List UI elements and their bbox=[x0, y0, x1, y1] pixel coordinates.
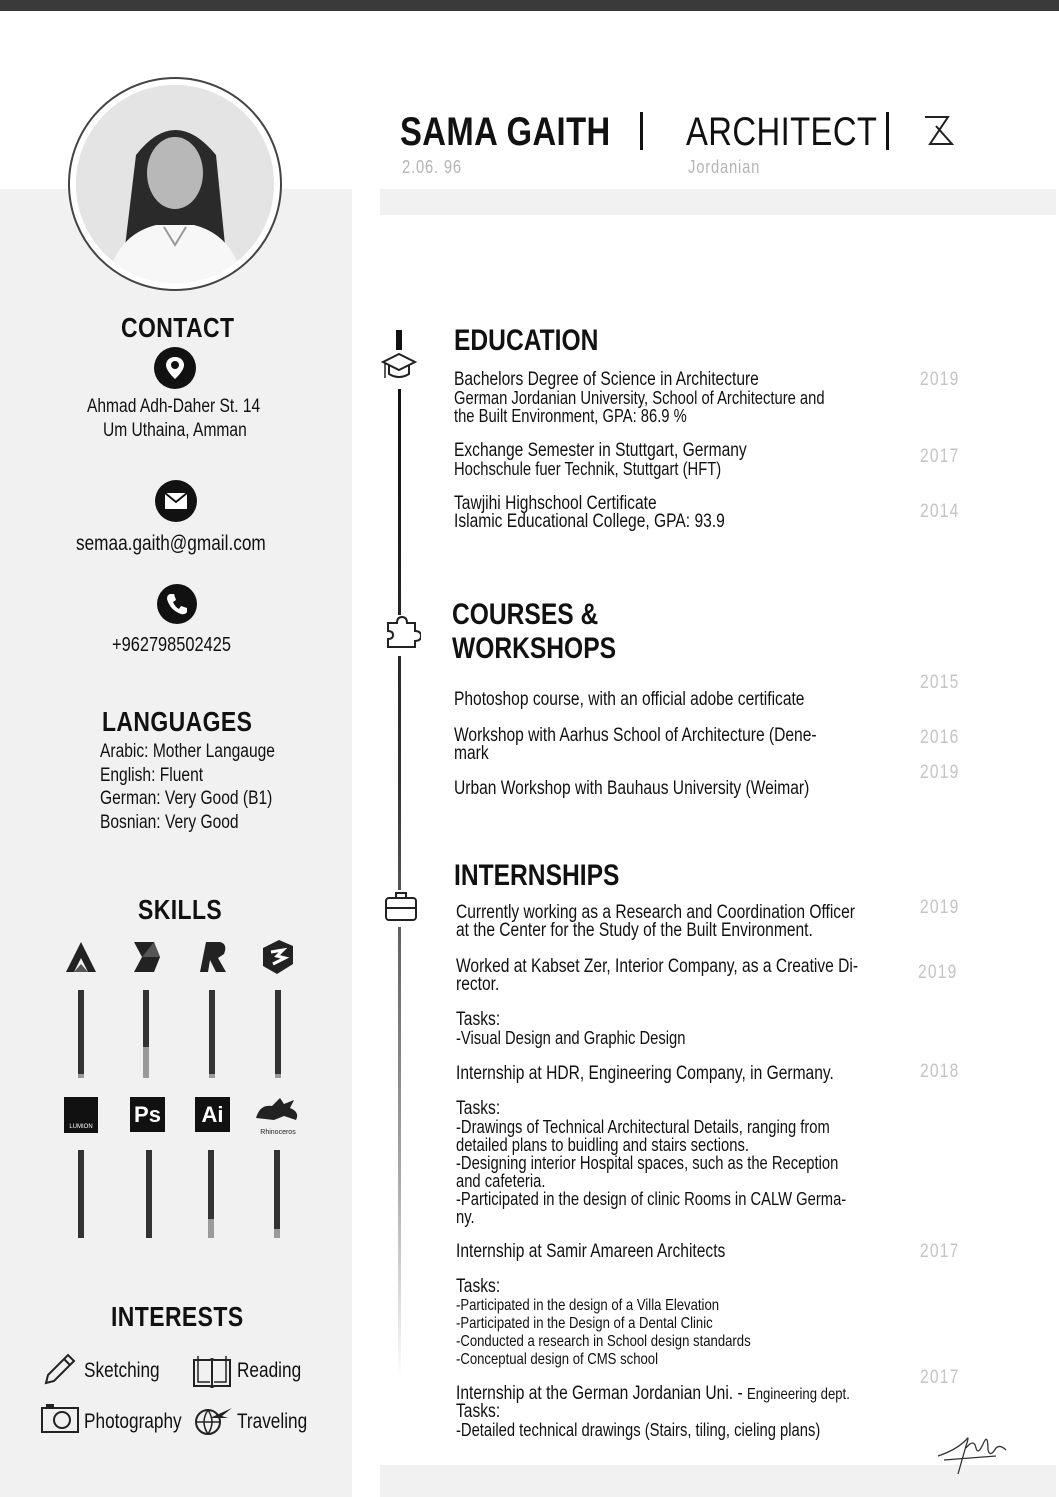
language-item: Arabic: Mother Langauge bbox=[100, 741, 275, 762]
interests-heading: INTERESTS bbox=[111, 1301, 244, 1332]
tasks-label: Tasks: bbox=[456, 1098, 501, 1119]
education-detail: Islamic Educational College, GPA: 93.9 bbox=[454, 511, 725, 532]
header-divider bbox=[640, 112, 643, 150]
year-label: 2015 bbox=[920, 672, 960, 693]
tasks-label: Tasks: bbox=[456, 1401, 501, 1422]
skill-level-bar bbox=[146, 1150, 152, 1238]
timeline-line bbox=[398, 380, 401, 1380]
email-icon bbox=[155, 480, 197, 522]
skill-level-bar bbox=[274, 1150, 280, 1238]
year-label: 2016 bbox=[920, 727, 960, 748]
course-entry: mark bbox=[454, 743, 489, 764]
internship-dept: Engineering dept. bbox=[746, 1386, 850, 1403]
address-line-2: Um Uthaina, Amman bbox=[103, 420, 247, 441]
interest-item: Sketching bbox=[84, 1359, 160, 1382]
phone-number[interactable]: +962798502425 bbox=[112, 634, 232, 656]
skill-level-remainder bbox=[274, 1229, 280, 1238]
education-title: Bachelors Degree of Science in Architecture bbox=[454, 369, 759, 390]
courses-heading: COURSES & bbox=[452, 598, 599, 631]
tasks-label: Tasks: bbox=[456, 1009, 501, 1030]
skill-level-bar bbox=[143, 990, 149, 1078]
internship-entry bbox=[456, 1385, 850, 1404]
year-label: 2018 bbox=[920, 1061, 960, 1082]
internship-entry: rector. bbox=[456, 974, 500, 995]
task-item: -Detailed technical drawings (Stairs, tiling, cieling plans) bbox=[456, 1420, 821, 1440]
year-label: 2019 bbox=[918, 962, 958, 983]
camera-icon bbox=[40, 1402, 80, 1439]
skill-level-bar bbox=[275, 990, 281, 1078]
year-label: 2017 bbox=[920, 1241, 960, 1262]
year-label: 2019 bbox=[920, 897, 960, 918]
internship-entry: Currently working as a Research and Coordination Officer bbox=[456, 902, 855, 923]
interest-item: Reading bbox=[237, 1359, 302, 1382]
nationality: Jordanian bbox=[688, 157, 761, 177]
task-item: -Participated in the Design of a Dental Clinic bbox=[456, 1315, 713, 1332]
internship-entry: Internship at HDR, Engineering Company, in Germany. bbox=[456, 1063, 834, 1084]
personal-logo-icon bbox=[922, 114, 954, 151]
contact-heading: CONTACT bbox=[121, 312, 235, 343]
course-entry: Urban Workshop with Bauhaus University (Weimar) bbox=[454, 778, 810, 799]
skill-level-bar bbox=[209, 990, 215, 1078]
courses-heading: WORKSHOPS bbox=[452, 632, 617, 665]
year-label: 2017 bbox=[920, 1367, 960, 1388]
timeline-cap bbox=[396, 330, 402, 350]
skills-heading: SKILLS bbox=[138, 894, 223, 925]
internship-title: Internship at the German Jordanian Uni. - bbox=[456, 1383, 747, 1404]
education-title: Exchange Semester in Stuttgart, Germany bbox=[454, 440, 747, 461]
education-detail: German Jordanian University, School of Architecture and bbox=[454, 388, 825, 408]
graduation-cap-icon bbox=[381, 350, 417, 389]
year-label: 2019 bbox=[920, 762, 960, 783]
language-item: English: Fluent bbox=[100, 765, 204, 786]
address-line-1: Ahmad Adh-Daher St. 14 bbox=[87, 396, 261, 417]
header-divider bbox=[886, 112, 889, 150]
task-item: -Visual Design and Graphic Design bbox=[456, 1028, 686, 1048]
task-item: -Conducted a research in School design standards bbox=[456, 1333, 751, 1350]
location-pin-icon bbox=[154, 347, 196, 389]
year-label: 2014 bbox=[920, 501, 960, 522]
briefcase-icon bbox=[384, 890, 418, 927]
task-item: ny. bbox=[456, 1207, 475, 1227]
interest-item: Traveling bbox=[237, 1410, 308, 1433]
skill-level-remainder bbox=[78, 1074, 84, 1078]
revit-icon bbox=[194, 938, 232, 976]
task-item: -Drawings of Technical Architectural Details, ranging from bbox=[456, 1117, 830, 1137]
education-heading: EDUCATION bbox=[454, 324, 599, 357]
puzzle-icon bbox=[385, 615, 421, 656]
task-item: detailed plans to buidling and stairs sections. bbox=[456, 1135, 749, 1155]
languages-heading: LANGUAGES bbox=[102, 706, 253, 737]
person-name: SAMA GAITH bbox=[400, 110, 611, 154]
top-bar bbox=[0, 0, 1059, 11]
globe-plane-icon bbox=[192, 1404, 234, 1441]
header-strip bbox=[380, 189, 1056, 215]
skill-level-remainder bbox=[209, 1074, 215, 1078]
illustrator-icon: Ai bbox=[195, 1097, 230, 1132]
birth-date: 2.06. 96 bbox=[402, 157, 462, 177]
rhinoceros-icon bbox=[254, 1094, 302, 1136]
autocad-icon bbox=[62, 938, 100, 976]
internships-heading: INTERNSHIPS bbox=[454, 859, 620, 892]
task-item: and cafeteria. bbox=[456, 1171, 546, 1191]
rhinoceros-label: Rhinoceros bbox=[260, 1129, 296, 1136]
language-item: Bosnian: Very Good bbox=[100, 812, 239, 833]
education-detail: the Built Environment, GPA: 86.9 % bbox=[454, 406, 687, 426]
education-title: Tawjihi Highschool Certificate bbox=[454, 493, 657, 514]
task-item: -Participated in the design of clinic Rooms in CALW Germa- bbox=[456, 1189, 847, 1209]
internship-entry: Internship at Samir Amareen Architects bbox=[456, 1241, 726, 1262]
phone-icon bbox=[157, 584, 197, 624]
book-icon bbox=[192, 1354, 232, 1395]
lumion-icon: LUMION bbox=[64, 1097, 98, 1133]
3dsmax-icon bbox=[128, 938, 166, 976]
skill-level-bar bbox=[78, 1150, 84, 1238]
profile-photo bbox=[76, 85, 274, 283]
task-item: -Designing interior Hospital spaces, such as the Reception bbox=[456, 1153, 839, 1173]
education-detail: Hochschule fuer Technik, Stuttgart (HFT) bbox=[454, 459, 722, 479]
job-title: ARCHITECT bbox=[686, 110, 878, 154]
tasks-label: Tasks: bbox=[456, 1276, 501, 1297]
skill-level-bar bbox=[208, 1150, 214, 1238]
internship-entry: Worked at Kabset Zer, Interior Company, as a Creative Di- bbox=[456, 956, 859, 977]
task-item: -Conceptual design of CMS school bbox=[456, 1351, 659, 1368]
skill-level-bar bbox=[78, 990, 84, 1078]
signature bbox=[936, 1420, 1010, 1483]
course-entry: Workshop with Aarhus School of Architecture (Dene- bbox=[454, 725, 817, 746]
language-item: German: Very Good (B1) bbox=[100, 788, 273, 809]
pencil-icon bbox=[40, 1351, 78, 1394]
email-address[interactable]: semaa.gaith@gmail.com bbox=[76, 532, 266, 555]
year-label: 2019 bbox=[920, 369, 960, 390]
year-label: 2017 bbox=[920, 446, 960, 467]
internship-entry: at the Center for the Study of the Built Environment. bbox=[456, 920, 813, 941]
course-entry: Photoshop course, with an official adobe certificate bbox=[454, 689, 805, 710]
task-item: -Participated in the design of a Villa Elevation bbox=[456, 1297, 720, 1314]
skill-level-remainder bbox=[275, 1074, 281, 1078]
skill-level-remainder bbox=[208, 1219, 214, 1238]
photoshop-icon: Ps bbox=[130, 1097, 165, 1132]
sketchup-icon bbox=[259, 938, 297, 976]
interest-item: Photography bbox=[84, 1410, 182, 1433]
skill-level-remainder bbox=[143, 1047, 149, 1078]
